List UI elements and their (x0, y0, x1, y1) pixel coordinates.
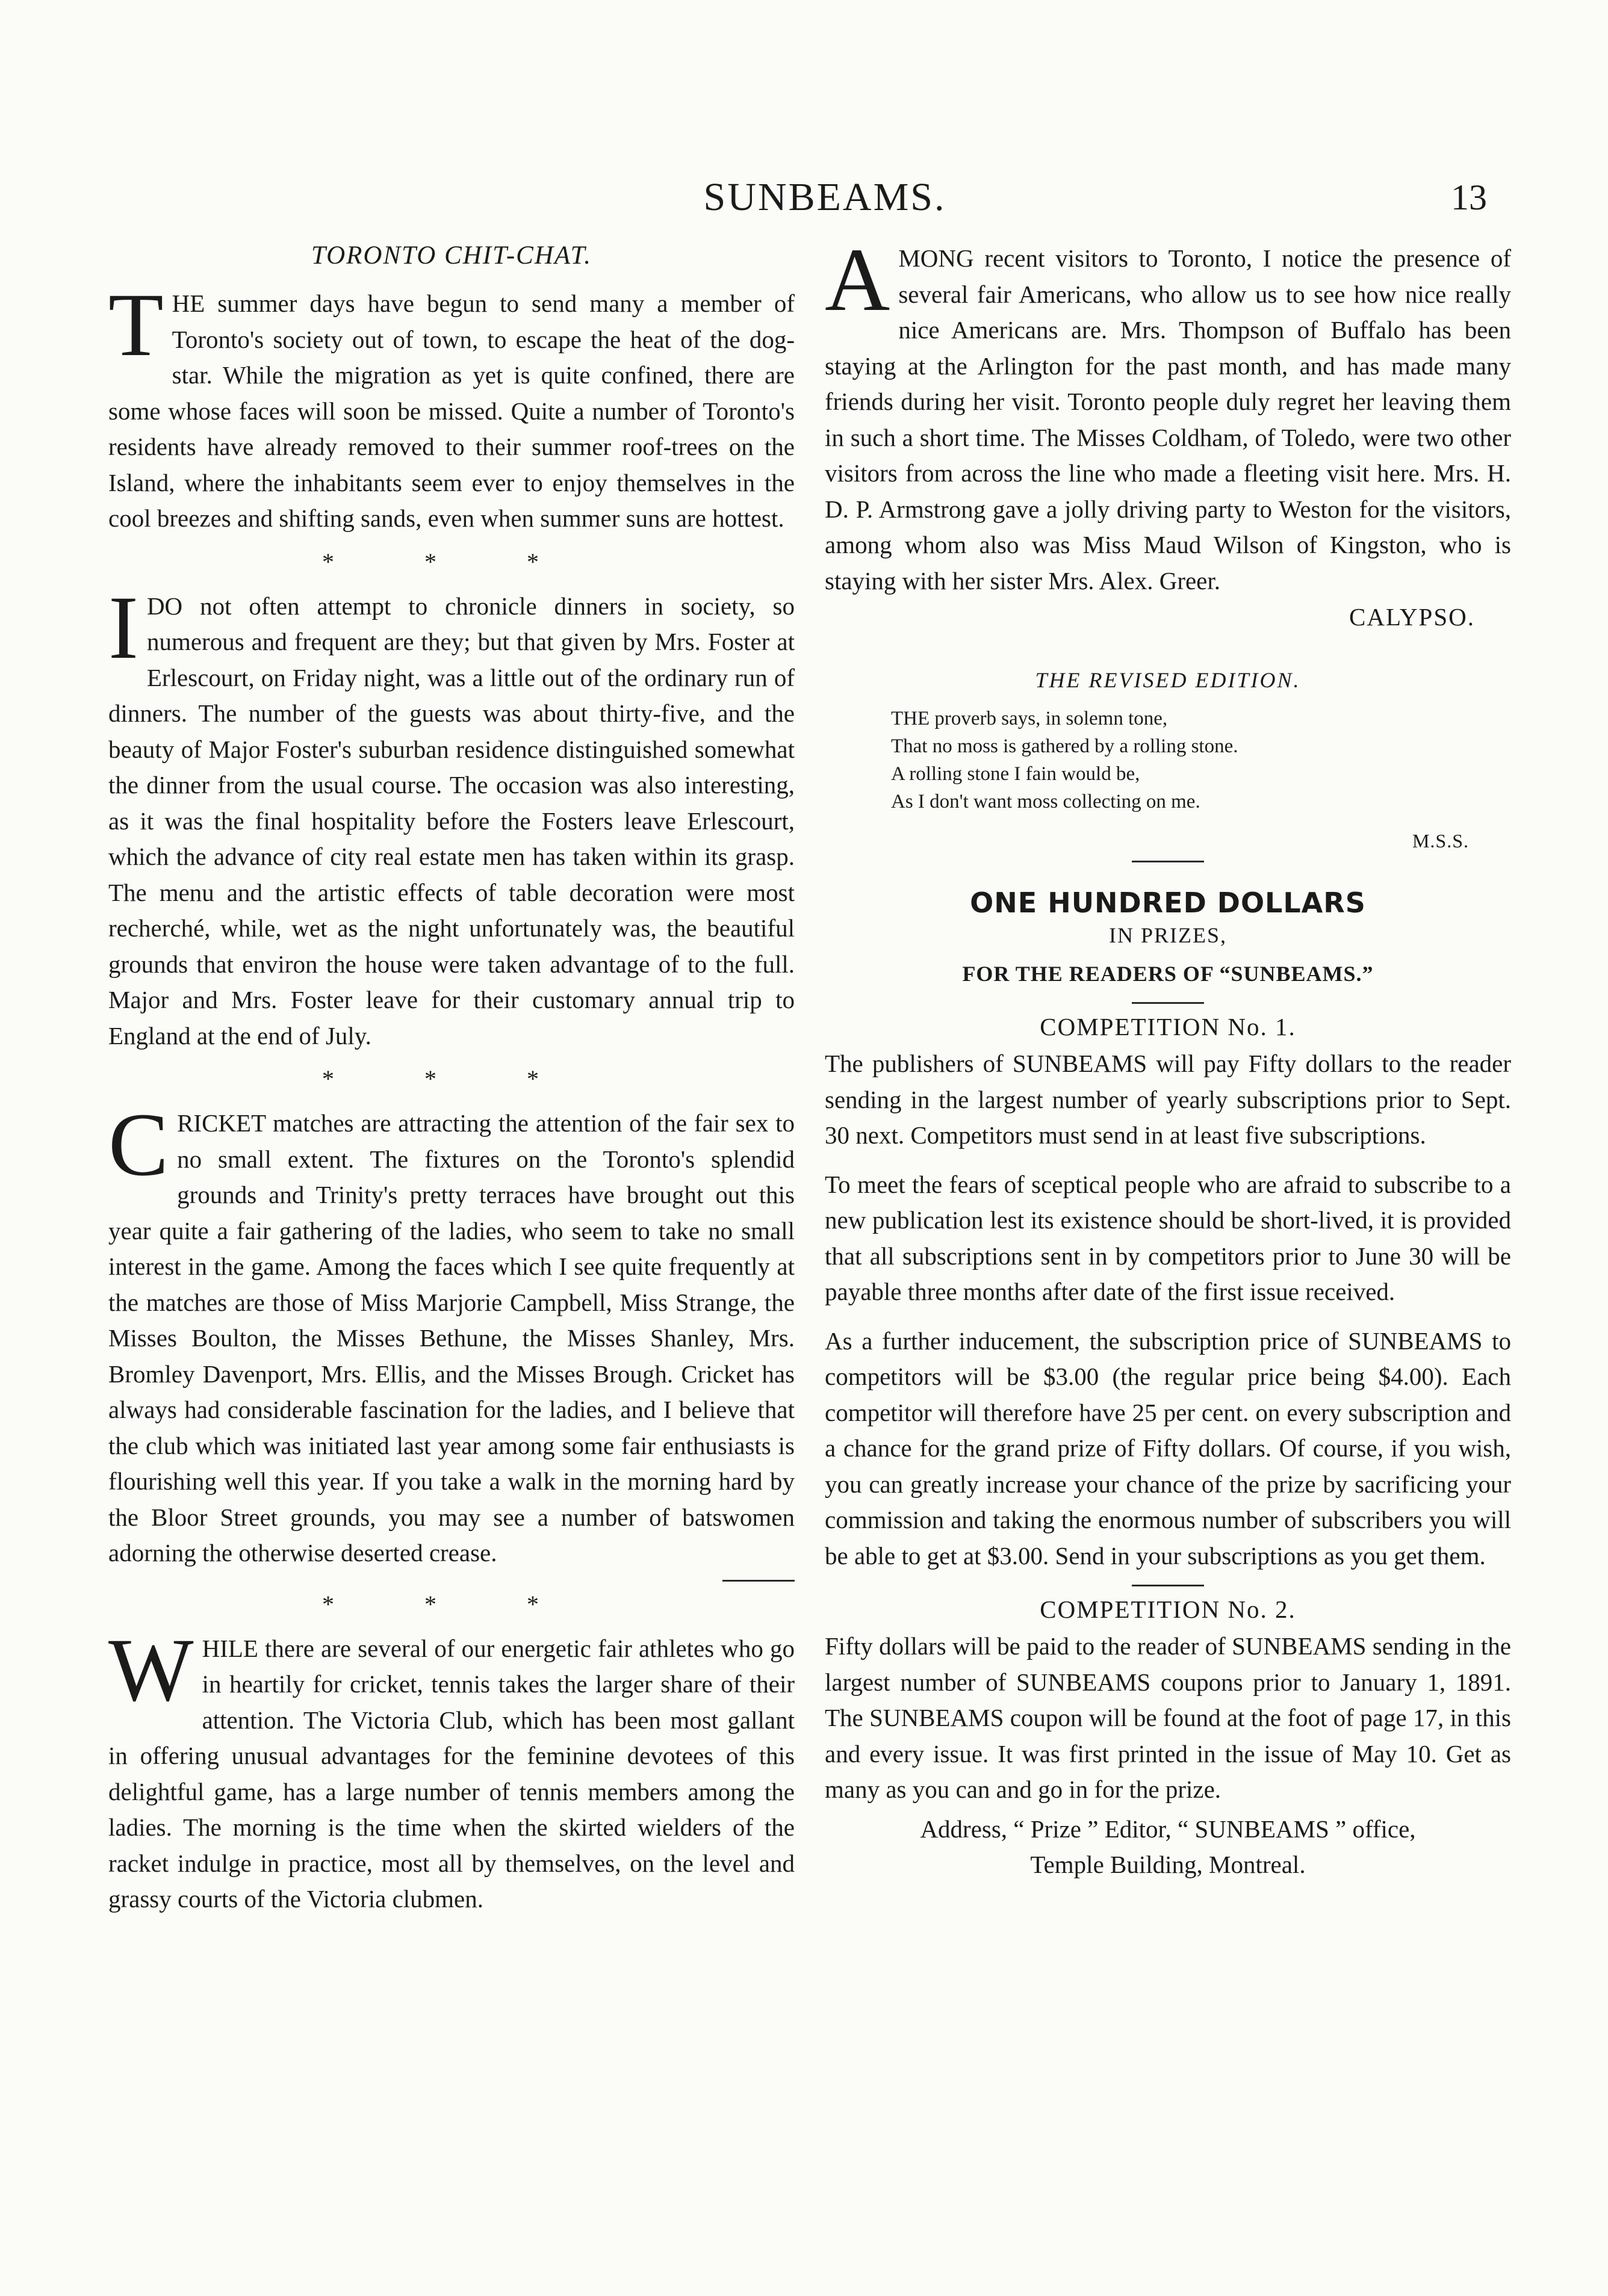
page-number: 13 (1451, 178, 1487, 217)
drop-cap: I (108, 577, 138, 678)
chitchat-paragraph-3 (108, 1095, 795, 1571)
prize-heading: ONE HUNDRED DOLLARS (970, 887, 1366, 919)
poem (891, 705, 1511, 815)
paragraph-text: MONG recent visitors to Toronto, I notice the presence of several fair Americans, who allow us to see how nice really nice Americans are. Mrs. Thompson of Buffalo has been staying at the Arlington for the past month, and has made many friends during her visit. Toronto people duly regret her leaving them in such a short time. The Misses Coldham, of Toledo, were two other visitors from across the line who made a fleeting visit here. Mrs. H. D. P. Armstrong gave a jolly driving party to Weston for the visitors, among whom also was Miss Maud Wilson of Kingston, who is staying with her sister Mrs. Alex. Greer. (825, 244, 1511, 595)
paragraph-text: HILE there are several of our energetic fair athletes who go in heartily for cricket, tennis takes the larger share of their attention. The Victoria Club, which has been most gallant in offering unusual advantages for the feminine devotees of this delightful game, has a large number of tennis members among the ladies. The morning is the time when the skirted wielders of the racket indulge in practice, most all by themselves, on the level and grassy courts of the Victoria clubmen. (108, 1634, 795, 1913)
drop-cap: W (108, 1620, 194, 1720)
competition-2-heading: COMPETITION No. 2. (1040, 1595, 1296, 1623)
short-rule (1132, 1002, 1204, 1004)
poem-line: As I don't want moss collecting on me. (891, 791, 1200, 812)
poem-line: A rolling stone I fain would be, (891, 763, 1140, 785)
drop-cap: A (825, 230, 890, 330)
competition-1-paragraph-3: As a further inducement, the subscription price of SUNBEAMS to competitors will be $3.00 (the regular price being $4.00). Each competitor will therefore have 25 per cent. on every subscription and a chance for the grand prize of Fifty dollars. Of course, if you wish, you can greatly increase your chance of the prize by sacrificing your commission and taking the enormous number of subscribers you will be able to get at $3.00. Send in your subscriptions as you get them. (825, 1326, 1511, 1570)
short-rule (1132, 1585, 1204, 1586)
paragraph-text: RICKET matches are attracting the attention of the fair sex to no small extent. The fixtures on the Toronto's splendid grounds and Trinity's pretty terraces have brought out this year quite a fair gathering of the ladies, who seem to take no small interest in the game. Among the faces which I see quite frequently at the matches are those of Miss Marjorie Campbell, Miss Strange, the Misses Boulton, the Misses Bethune, the Misses Shanley, Mrs. Bromley Davenport, Mrs. Ellis, and the Misses Brough. Cricket has always had considerable fascination for the ladies, and I believe that the club which was initiated last year among some fair enthusiasts is flourishing well this year. If you take a walk in the morning hard by the Bloor Street grounds, you may see a number of batswomen adorning the otherwise deserted crease. (108, 1109, 795, 1567)
section-divider-stars: * * * (322, 1065, 581, 1092)
address (825, 1812, 1511, 1883)
competition-1-heading: COMPETITION No. 1. (1040, 1013, 1296, 1041)
paragraph-text: DO not often attempt to chronicle dinners in society, so numerous and frequent are they; but that given by Mrs. Foster at Erlescourt, on Friday night, was a little out of the ordinary run of dinners. The number of the guests was about thirty-five, and the beauty of Major Foster's suburban residence distinguished somewhat the dinner from the usual course. The occasion was also interesting, as it was the final hospitality before the Fosters leave Erlescourt, which the advance of city real estate men has taken within its grasp. The menu and the artistic effects of table decoration were most recherché, while, wet as the night unfortunately was, the beautiful grounds that environ the house were taken advantage of to the full. Major and Mrs. Foster leave for their customary annual trip to England at the end of July. (108, 592, 795, 1050)
competition-2-paragraph: Fifty dollars will be paid to the reader of SUNBEAMS sending in the largest number of SUNBEAMS coupons prior to January 1, 1891. The SUNBEAMS coupon will be found at the foot of page 17, in this and every issue. It was first printed in the issue of May 10. Get as many as you can and go in for the prize. (825, 1632, 1511, 1803)
right-column (825, 230, 1511, 1883)
prize-readers-line: FOR THE READERS OF “SUNBEAMS.” (962, 962, 1374, 986)
drop-cap: C (108, 1095, 169, 1195)
masthead-title: SUNBEAMS. (703, 175, 946, 219)
paragraph-text: HE summer days have begun to send many a member of Toronto's society out of town, to escape the heat of the dog-star. While the migration as yet is quite confined, there are some whose faces will soon be missed. Quite a number of Toronto's residents have already removed to their summer roof-trees on the Island, where the inhabitants seem ever to enjoy themselves in the cool breezes and shifting sands, even when summer suns are hottest. (108, 289, 795, 532)
poem-line: THE proverb says, in solemn tone, (891, 708, 1168, 729)
chitchat-title: TORONTO CHIT-CHAT. (311, 241, 592, 270)
poem-line: That no moss is gathered by a rolling stone. (891, 735, 1238, 757)
left-column (108, 241, 795, 1917)
prize-subheading: IN PRIZES, (1108, 923, 1227, 947)
address-line-1: Address, “ Prize ” Editor, “ SUNBEAMS ” office, (920, 1815, 1416, 1843)
short-rule (722, 1580, 795, 1582)
competition-1-paragraph-2: To meet the fears of sceptical people who are afraid to subscribe to a new publication lest its existence should be short-lived, it is provided that all subscriptions sent in by competitors prior to June 30 will be payable three months after date of the first issue received. (825, 1170, 1511, 1305)
chitchat-paragraph-2 (108, 577, 795, 1054)
short-rule (1132, 861, 1204, 862)
address-line-2: Temple Building, Montreal. (1030, 1850, 1306, 1878)
chitchat-paragraph-1 (108, 275, 795, 537)
visitors-paragraph (825, 230, 1511, 599)
competition-1-paragraph-1: The publishers of SUNBEAMS will pay Fifty dollars to the reader sending in the largest number of yearly subscriptions prior to Sept. 30 next. Competitors must send in at least five subscriptions. (825, 1050, 1511, 1149)
poem-title: THE REVISED EDITION. (1035, 668, 1301, 692)
poem-signature: M.S.S. (1412, 830, 1469, 852)
section-divider-stars: * * * (322, 1590, 581, 1618)
chitchat-paragraph-4 (108, 1620, 795, 1917)
page-header (0, 175, 1608, 229)
signature: CALYPSO. (1349, 603, 1475, 631)
section-divider-stars: * * * (322, 548, 581, 575)
drop-cap: T (108, 275, 164, 375)
